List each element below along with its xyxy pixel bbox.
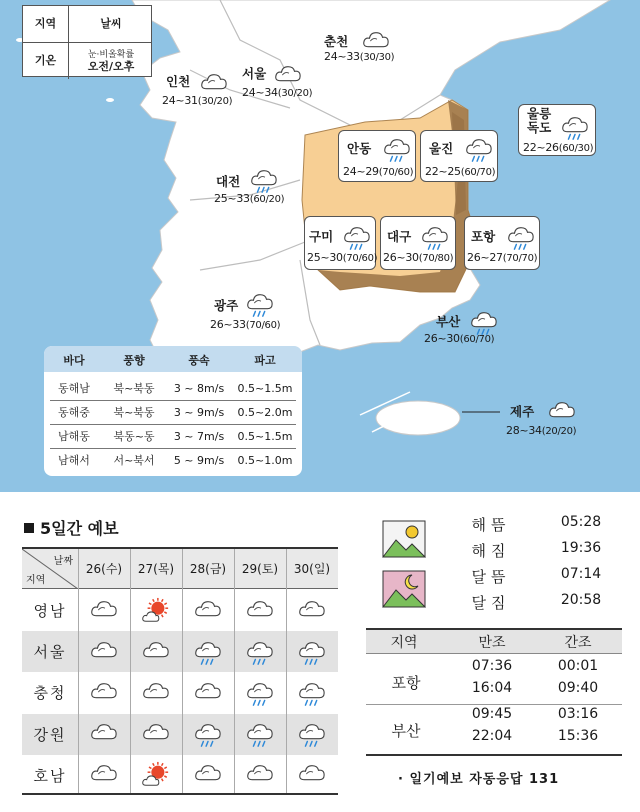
cloud-rain-icon xyxy=(182,714,234,755)
temp-range: 28~34 xyxy=(506,424,542,437)
sea-cell: 0.5~1.5m xyxy=(237,429,293,443)
city-temp xyxy=(214,192,284,205)
tide-header-cell: 지역 xyxy=(390,635,418,651)
cloud-rain-icon xyxy=(234,672,286,713)
cloud-rain-icon xyxy=(561,113,589,144)
sea-cell: 북동~동 xyxy=(113,430,155,443)
city-marker xyxy=(206,288,286,334)
cloud-rain-icon xyxy=(234,631,286,672)
temp-range: 22~25 xyxy=(425,165,461,178)
city-name: 춘천 xyxy=(324,34,349,49)
tide-table xyxy=(366,628,622,756)
forecast-col-divider xyxy=(78,549,79,793)
city-name: 광주 xyxy=(214,298,239,313)
city-temp xyxy=(343,165,413,178)
corner-region-label: 지역 xyxy=(26,575,46,586)
sea-header-cell: 풍속 xyxy=(188,354,210,367)
city-temp xyxy=(383,251,453,264)
phone-info: · 일기예보 자동응답 131 xyxy=(398,772,560,787)
city-name: 구미 xyxy=(309,229,334,244)
cloud-rain-icon xyxy=(465,135,493,166)
temp-range: 24~34 xyxy=(242,86,278,99)
city-temp xyxy=(425,165,495,178)
rain-probability: (60/30) xyxy=(558,143,594,154)
city-temp xyxy=(324,50,394,63)
rain-probability: (60/20) xyxy=(249,194,285,205)
city-temp xyxy=(523,141,593,154)
rain-probability: (60/70) xyxy=(460,167,496,178)
city-marker xyxy=(322,32,402,72)
sea-header-cell: 파고 xyxy=(254,354,276,367)
rain-probability: (20/20) xyxy=(541,426,577,437)
cloud-icon xyxy=(182,755,234,796)
sun-mountain-icon xyxy=(382,520,426,558)
forecast-row xyxy=(22,755,338,796)
sunset-label: 해짐 xyxy=(471,542,511,560)
forecast-col-divider xyxy=(234,549,235,793)
sea-cell: 서~북서 xyxy=(113,454,155,467)
rain-probability: (70/60) xyxy=(245,320,281,331)
cloud-icon xyxy=(130,631,182,672)
cloud-rain-icon xyxy=(421,223,449,254)
high-tide-time: 16:04 xyxy=(471,680,513,696)
city-temp xyxy=(307,251,377,264)
high-tide-time: 09:45 xyxy=(471,706,513,722)
forecast-table xyxy=(22,547,338,795)
sea-cell: 3 ~ 7m/s xyxy=(173,429,225,443)
forecast-region: 호남 xyxy=(33,766,67,785)
city-marker xyxy=(304,216,376,270)
temp-range: 24~33 xyxy=(324,50,360,63)
cloud-icon xyxy=(78,590,130,631)
low-tide-time: 00:01 xyxy=(557,658,599,674)
sea-cell: 0.5~1.0m xyxy=(237,453,293,467)
moon-mountain-icon xyxy=(382,570,426,608)
sea-cell: 남해서 xyxy=(58,454,90,467)
city-name: 인천 xyxy=(166,74,191,89)
sea-header-cell: 바다 xyxy=(63,354,85,367)
temp-range: 22~26 xyxy=(523,141,559,154)
forecast-date: 26(수) xyxy=(85,562,123,576)
city-temp xyxy=(506,424,576,437)
cloud-rain-icon xyxy=(383,135,411,166)
sea-cell: 0.5~2.0m xyxy=(237,405,293,419)
cloud-icon xyxy=(286,755,338,796)
cloud-icon xyxy=(78,714,130,755)
sea-cell: 3 ~ 9m/s xyxy=(173,405,225,419)
forecast-corner-cell xyxy=(22,549,78,589)
city-marker xyxy=(338,130,416,182)
forecast-row xyxy=(22,590,338,631)
sea-cell: 북~북동 xyxy=(113,382,155,395)
temp-range: 26~30 xyxy=(383,251,419,264)
moonset-label: 달짐 xyxy=(471,594,511,612)
temp-range: 24~31 xyxy=(162,94,198,107)
rain-probability: (70/60) xyxy=(342,253,378,264)
tide-row-divider xyxy=(366,704,622,705)
cloud-icon xyxy=(130,714,182,755)
temp-range: 26~30 xyxy=(424,332,460,345)
rain-probability: (30/20) xyxy=(277,88,313,99)
sea-cell: 0.5~1.5m xyxy=(237,381,293,395)
temp-range: 26~27 xyxy=(467,251,503,264)
city-temp xyxy=(210,318,280,331)
sea-cell: 동해남 xyxy=(58,382,90,395)
city-name: 울릉 독도 xyxy=(527,106,552,135)
sunset-time: 19:36 xyxy=(560,540,602,556)
city-marker xyxy=(380,216,456,270)
city-marker xyxy=(518,104,596,156)
legend-temp-label: 기온 xyxy=(23,43,69,79)
forecast-col-divider xyxy=(130,549,131,793)
legend-am-pm-label: 오전/오후 xyxy=(87,60,135,73)
city-name: 대전 xyxy=(216,174,241,189)
city-marker xyxy=(424,308,508,354)
cloud-rain-icon xyxy=(246,290,274,321)
city-name: 서울 xyxy=(242,66,267,81)
city-marker xyxy=(160,72,240,112)
city-name: 포항 xyxy=(471,229,496,244)
moonrise-time: 07:14 xyxy=(560,566,602,582)
cloud-rain-icon xyxy=(343,223,371,254)
city-marker xyxy=(464,216,540,270)
sea-cell: 동해중 xyxy=(58,406,90,419)
moonrise-label: 달뜸 xyxy=(471,568,511,586)
temp-range: 25~33 xyxy=(214,192,250,205)
city-marker xyxy=(506,400,586,444)
sea-cell: 북~북동 xyxy=(113,406,155,419)
city-name: 안동 xyxy=(347,141,372,156)
forecast-region: 충청 xyxy=(33,684,67,703)
low-tide-time: 09:40 xyxy=(557,680,599,696)
cloud-icon xyxy=(182,590,234,631)
cloud-icon xyxy=(286,590,338,631)
sea-cell: 남해동 xyxy=(58,430,90,443)
forecast-date: 27(목) xyxy=(137,562,175,576)
forecast-header-row xyxy=(22,549,338,589)
sun-cloud-icon xyxy=(130,590,182,631)
rain-probability: (70/70) xyxy=(502,253,538,264)
forecast-row xyxy=(22,672,338,713)
cloud-rain-icon xyxy=(182,631,234,672)
cloud-rain-icon xyxy=(286,631,338,672)
forecast-row xyxy=(22,714,338,755)
city-name: 대구 xyxy=(387,229,412,244)
city-temp xyxy=(424,332,494,345)
temp-range: 26~33 xyxy=(210,318,246,331)
sea-header-cell: 풍향 xyxy=(123,354,145,367)
cloud-icon xyxy=(234,755,286,796)
cloud-rain-icon xyxy=(234,714,286,755)
sea-conditions-table xyxy=(44,346,302,476)
tide-header-cell: 간조 xyxy=(564,635,592,651)
cloud-rain-icon xyxy=(286,672,338,713)
legend-weather-label: 날씨 xyxy=(100,17,122,30)
forecast-col-divider xyxy=(182,549,183,793)
map-legend xyxy=(22,5,152,77)
sea-cell: 3 ~ 8m/s xyxy=(173,381,225,395)
cloud-icon xyxy=(78,631,130,672)
forecast-date: 28(금) xyxy=(189,562,227,576)
moonset-time: 20:58 xyxy=(560,592,602,608)
low-tide-time: 15:36 xyxy=(557,728,599,744)
rain-probability: (30/20) xyxy=(197,96,233,107)
temp-range: 25~30 xyxy=(307,251,343,264)
city-marker xyxy=(210,164,290,208)
rain-probability: (70/60) xyxy=(378,167,414,178)
corner-date-label: 날짜 xyxy=(53,556,73,567)
forecast-region: 서울 xyxy=(33,643,67,662)
city-temp xyxy=(242,86,312,99)
forecast-region: 영남 xyxy=(33,602,67,620)
forecast-region: 강원 xyxy=(33,725,67,744)
sun-cloud-icon xyxy=(130,755,182,796)
cloud-rain-icon xyxy=(507,223,535,254)
tide-header-cell: 만조 xyxy=(478,635,506,651)
legend-rain-prob-label: 눈·비올확률 xyxy=(87,50,135,60)
forecast-col-divider xyxy=(286,549,287,793)
cloud-icon xyxy=(130,672,182,713)
tide-region: 포항 xyxy=(391,674,421,692)
cloud-icon xyxy=(78,755,130,796)
city-marker xyxy=(240,64,320,104)
cloud-icon xyxy=(234,590,286,631)
city-temp xyxy=(467,251,537,264)
cloud-rain-icon xyxy=(286,714,338,755)
sunrise-time: 05:28 xyxy=(560,514,602,530)
low-tide-time: 03:16 xyxy=(557,706,599,722)
forecast-date: 30(일) xyxy=(293,562,331,576)
high-tide-time: 22:04 xyxy=(471,728,513,744)
tide-region: 부산 xyxy=(391,722,421,740)
sea-cell: 5 ~ 9m/s xyxy=(173,453,225,467)
rain-probability: (30/30) xyxy=(359,52,395,63)
forecast-date: 29(토) xyxy=(241,562,279,576)
cloud-icon xyxy=(78,672,130,713)
city-marker xyxy=(420,130,498,182)
rain-probability: (70/80) xyxy=(418,253,454,264)
sun-moon-panel xyxy=(366,512,636,612)
forecast-title-text: 5일간 예보 xyxy=(40,519,119,538)
high-tide-time: 07:36 xyxy=(471,658,513,674)
cloud-icon xyxy=(182,672,234,713)
forecast-row xyxy=(22,631,338,672)
city-temp xyxy=(162,94,232,107)
legend-region-label: 지역 xyxy=(23,6,69,42)
city-name: 제주 xyxy=(510,404,535,419)
city-name: 울진 xyxy=(429,141,454,156)
temp-range: 24~29 xyxy=(343,165,379,178)
city-name: 부산 xyxy=(436,314,461,329)
forecast-title xyxy=(24,516,119,539)
rain-probability: (60/70) xyxy=(459,334,495,345)
sunrise-label: 해뜸 xyxy=(471,516,511,534)
